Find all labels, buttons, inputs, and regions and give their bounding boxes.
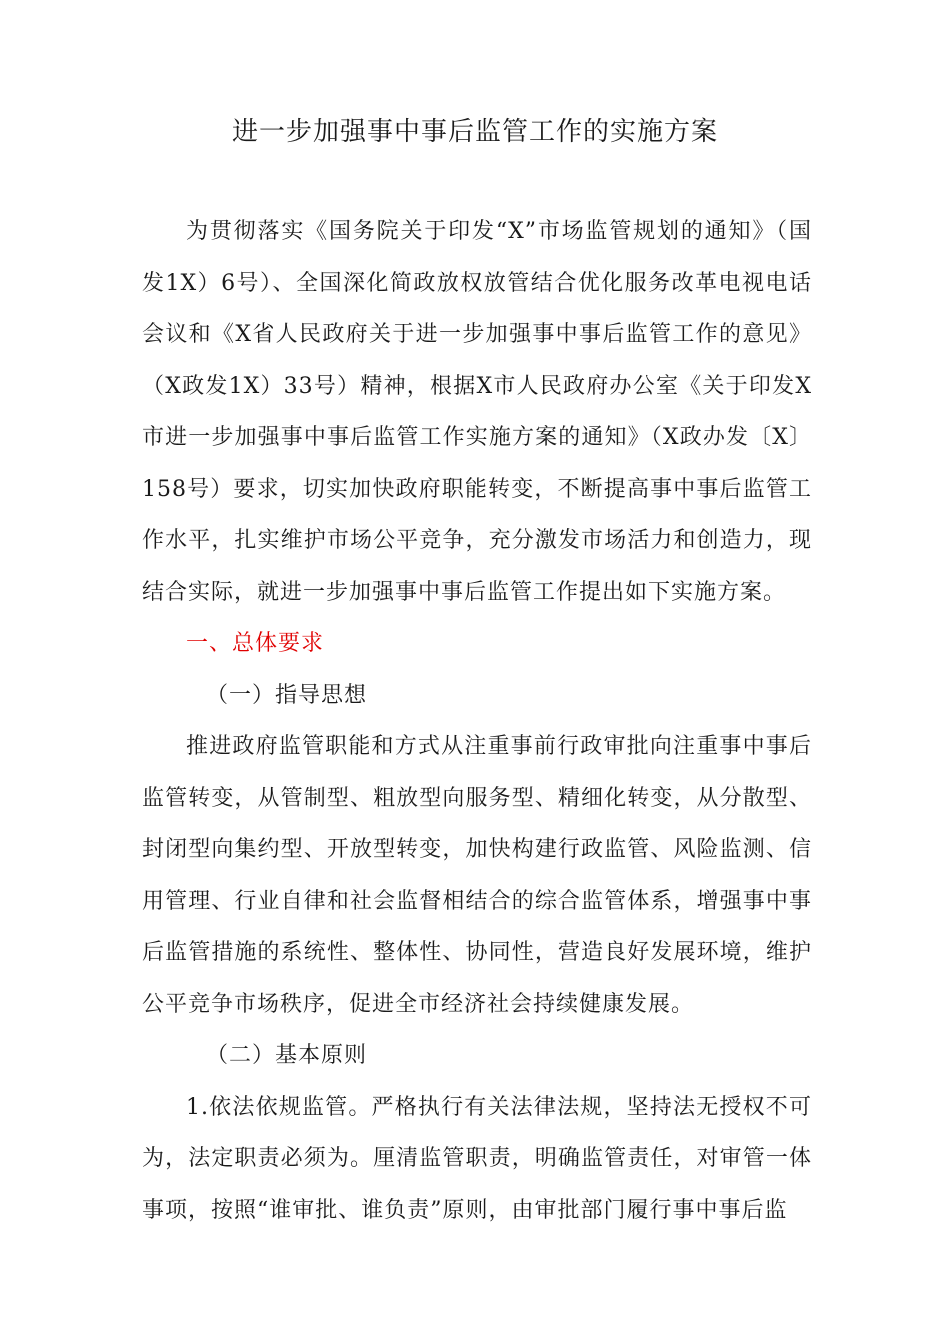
intro-paragraph: 为贯彻落实《国务院关于印发“X”市场监管规划的通知》（国发1X）6号）、全国深化简政放权放管结合优化服务改革电视电话会议和《X省人民政府关于进一步加强事中事后监管工作的意见》（X政发1X）33号）精神，根据X市人民政府办公室《关于印发X市进一步加强事中事后监管工作实施方案的通知》（X政办发〔X〕158号）要求，切实加快政府职能转变，不断提高事中事后监管工作水平，扎实维护市场公平竞争，充分激发市场活力和创造力，现结合实际，就进一步加强事中事后监管工作提出如下实施方案。 (142, 219, 812, 605)
document-body (142, 206, 812, 1236)
guiding-ideology-paragraph: 推进政府监管职能和方式从注重事前行政审批向注重事中事后监管转变，从管制型、粗放型向服务型、精细化转变，从分散型、封闭型向集约型、开放型转变，加快构建行政监管、风险监测、信用管理、行业自律和社会监督相结合的综合监管体系，增强事中事后监管措施的系统性、整体性、协同性，营造良好发展环境，维护公平竞争市场秩序，促进全市经济社会持续健康发展。 (142, 734, 812, 1017)
principle-item-1: 1.依法依规监管。严格执行有关法律法规，坚持法无授权不可为，法定职责必须为。厘清监管职责，明确监管责任，对审管一体事项，按照“谁审批、谁负责”原则，由审批部门履行事中事后监 (142, 1094, 812, 1223)
subsection-heading-basic-principles: （二）基本原则 (206, 1043, 368, 1068)
document-title: 进一步加强事中事后监管工作的实施方案 (231, 117, 718, 147)
subsection-heading-guiding-ideology: （一）指导思想 (206, 682, 368, 708)
section-heading-general-requirements: 一、总体要求 (186, 631, 325, 656)
